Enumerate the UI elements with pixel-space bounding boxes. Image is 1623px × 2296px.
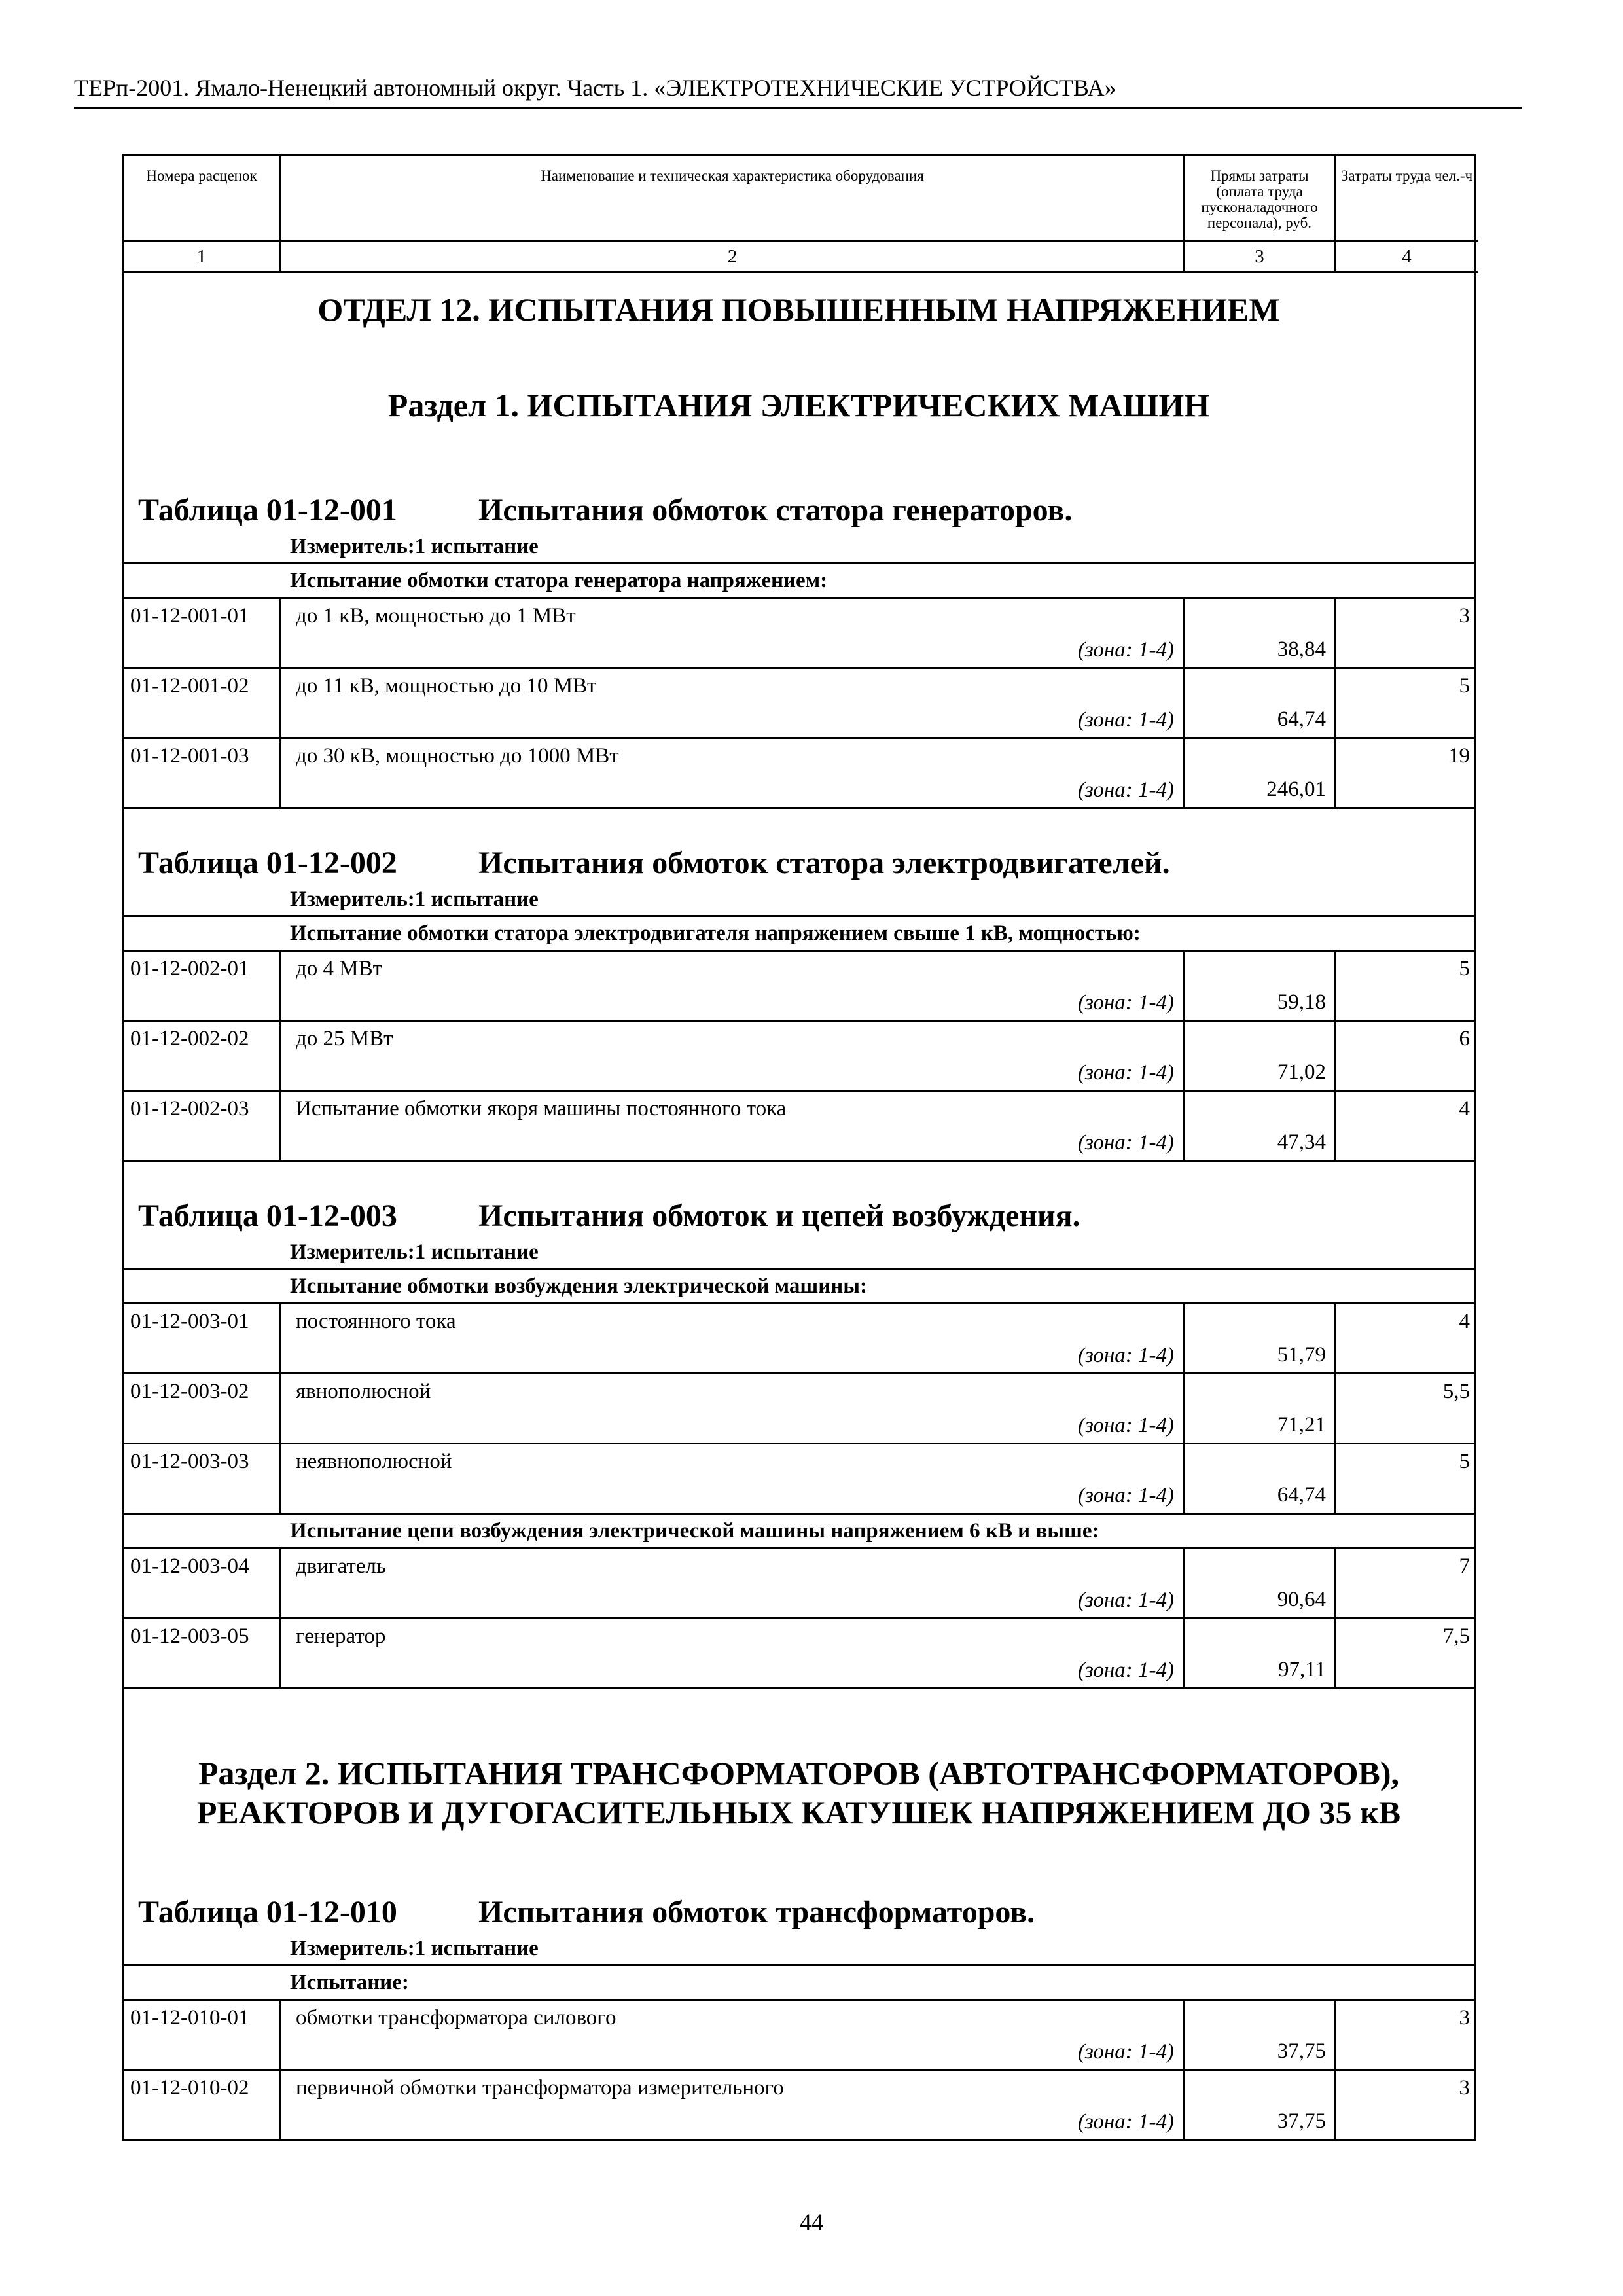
- labor-cell: [1336, 1619, 1478, 1687]
- labor-cell: [1336, 1374, 1478, 1443]
- rate-name: постоянного тока: [296, 1310, 456, 1333]
- zone-label: (зона: 1-4): [1077, 1061, 1174, 1085]
- group-heading: Испытание обмотки статора электродвигателя напряжением свыше 1 кВ, мощностью:: [124, 917, 1474, 952]
- rate-name: до 11 кВ, мощностью до 10 МВт: [296, 674, 597, 698]
- group-heading: Испытание цепи возбуждения электрической машины напряжением 6 кВ и выше:: [124, 1515, 1474, 1549]
- column-number: 1: [124, 242, 281, 273]
- labor-cell: [1336, 1549, 1478, 1617]
- price-cell: [1185, 1549, 1336, 1617]
- rate-name-cell: [281, 2001, 1185, 2069]
- column-number: 2: [281, 242, 1185, 273]
- table-measure: Измеритель:1 испытание: [124, 1236, 1474, 1270]
- rate-name-cell: [281, 669, 1185, 737]
- column-headers: [124, 156, 1474, 242]
- zone-label: (зона: 1-4): [1077, 991, 1174, 1014]
- price-cell: [1185, 669, 1336, 737]
- price-value: 90,64: [1277, 1588, 1326, 1611]
- rate-code: 01-12-001-01: [124, 599, 281, 667]
- table-name: Испытания обмоток и цепей возбуждения.: [478, 1198, 1080, 1233]
- rate-name: двигатель: [296, 1554, 386, 1578]
- zone-label: (зона: 1-4): [1077, 1659, 1174, 1682]
- rate-code: 01-12-002-02: [124, 1022, 281, 1090]
- rates-table: [122, 154, 1476, 2141]
- spacer: [124, 809, 1474, 843]
- table-number: Таблица 01-12-001: [138, 493, 397, 528]
- rate-name-cell: [281, 1619, 1185, 1687]
- column-header-name: Наименование и техническая характеристика оборудования: [281, 156, 1185, 242]
- labor-value: 5: [1459, 674, 1470, 698]
- rate-code: 01-12-003-05: [124, 1619, 281, 1687]
- price-cell: [1185, 1022, 1336, 1090]
- table-row: [124, 1022, 1474, 1092]
- price-value: 59,18: [1277, 990, 1326, 1014]
- price-value: 37,75: [1277, 2109, 1326, 2133]
- price-value: 71,02: [1277, 1060, 1326, 1084]
- table-measure: Измеритель:1 испытание: [124, 531, 1474, 564]
- labor-cell: [1336, 1022, 1478, 1090]
- labor-value: 7: [1459, 1554, 1470, 1578]
- department-title: ОТДЕЛ 12. ИСПЫТАНИЯ ПОВЫШЕННЫМ НАПРЯЖЕНИЕМ: [317, 291, 1280, 328]
- table-measure: Измеритель:1 испытание: [124, 884, 1474, 917]
- rate-code: 01-12-001-02: [124, 669, 281, 737]
- table-name: Испытания обмоток статора генераторов.: [478, 493, 1073, 528]
- column-number: 3: [1185, 242, 1336, 273]
- price-cell: [1185, 739, 1336, 807]
- section-2-line-1: Раздел 2. ИСПЫТАНИЯ ТРАНСФОРМАТОРОВ (АВТОТРАНСФОРМАТОРОВ),: [198, 1755, 1400, 1791]
- price-value: 246,01: [1266, 778, 1326, 801]
- rate-code: 01-12-010-01: [124, 2001, 281, 2069]
- rate-name: до 30 кВ, мощностью до 1000 МВт: [296, 744, 619, 768]
- table-row: [124, 1092, 1474, 1162]
- price-cell: [1185, 1374, 1336, 1443]
- rate-name: неявнополюсной: [296, 1450, 452, 1473]
- labor-value: 3: [1459, 2006, 1470, 2030]
- spacer: [124, 1162, 1474, 1196]
- column-header-codes: Номера расценок: [124, 156, 281, 242]
- zone-label: (зона: 1-4): [1077, 2040, 1174, 2064]
- rate-name: первичной обмотки трансформатора измерительного: [296, 2076, 784, 2100]
- labor-value: 3: [1459, 2076, 1470, 2100]
- table-number: Таблица 01-12-010: [138, 1895, 397, 1929]
- rate-name: Испытание обмотки якоря машины постоянного тока: [296, 1097, 787, 1121]
- rate-code: 01-12-003-01: [124, 1304, 281, 1372]
- table-title: [124, 490, 1474, 531]
- group-heading: Испытание обмотки возбуждения электрической машины:: [124, 1270, 1474, 1304]
- labor-value: 5: [1459, 957, 1470, 980]
- rate-code: 01-12-001-03: [124, 739, 281, 807]
- price-value: 64,74: [1277, 708, 1326, 731]
- column-header-labor: Затраты труда чел.-ч: [1336, 156, 1478, 242]
- price-cell: [1185, 952, 1336, 1020]
- zone-label: (зона: 1-4): [1077, 1344, 1174, 1367]
- table-row: [124, 2001, 1474, 2071]
- rate-name-cell: [281, 1092, 1185, 1160]
- rate-name-cell: [281, 1444, 1185, 1513]
- rate-name-cell: [281, 1304, 1185, 1372]
- group-heading: Испытание обмотки статора генератора напряжением:: [124, 564, 1474, 599]
- labor-cell: [1336, 1304, 1478, 1372]
- labor-value: 5,5: [1442, 1380, 1470, 1403]
- table-row: [124, 1374, 1474, 1444]
- zone-label: (зона: 1-4): [1077, 1414, 1174, 1437]
- labor-cell: [1336, 1444, 1478, 1513]
- labor-cell: [1336, 599, 1478, 667]
- rate-code: 01-12-002-03: [124, 1092, 281, 1160]
- labor-value: 5: [1459, 1450, 1470, 1473]
- rate-name: явнополюсной: [296, 1380, 431, 1403]
- table-row: [124, 1549, 1474, 1619]
- labor-cell: [1336, 2001, 1478, 2069]
- rate-name: обмотки трансформатора силового: [296, 2006, 616, 2030]
- labor-value: 6: [1459, 1027, 1470, 1050]
- price-value: 38,84: [1277, 637, 1326, 661]
- table-name: Испытания обмоток статора электродвигателей.: [478, 846, 1170, 880]
- table-title: [124, 1196, 1474, 1236]
- rate-name: генератор: [296, 1624, 386, 1648]
- labor-cell: [1336, 952, 1478, 1020]
- column-number: 4: [1336, 242, 1478, 273]
- price-cell: [1185, 2001, 1336, 2069]
- price-value: 64,74: [1277, 1483, 1326, 1507]
- rate-name-cell: [281, 739, 1185, 807]
- group-heading: Испытание:: [124, 1966, 1474, 2001]
- column-header-direct-costs: Прямы затраты (оплата труда пусконаладочного персонала), руб.: [1185, 156, 1336, 242]
- price-value: 47,34: [1277, 1130, 1326, 1154]
- rate-name: до 4 МВт: [296, 957, 383, 980]
- table-number: Таблица 01-12-002: [138, 846, 397, 880]
- price-value: 71,21: [1277, 1413, 1326, 1437]
- table-row: [124, 952, 1474, 1022]
- labor-value: 19: [1448, 744, 1470, 768]
- price-cell: [1185, 1092, 1336, 1160]
- rate-code: 01-12-003-04: [124, 1549, 281, 1617]
- rate-name-cell: [281, 952, 1185, 1020]
- table-title: [124, 843, 1474, 884]
- rate-code: 01-12-002-01: [124, 952, 281, 1020]
- price-cell: [1185, 1444, 1336, 1513]
- price-cell: [1185, 1304, 1336, 1372]
- labor-cell: [1336, 1092, 1478, 1160]
- rate-name-cell: [281, 2071, 1185, 2139]
- section-2-line-2: РЕАКТОРОВ И ДУГОГАСИТЕЛЬНЫХ КАТУШЕК НАПРЯЖЕНИЕМ ДО 35 кВ: [196, 1794, 1401, 1831]
- price-cell: [1185, 599, 1336, 667]
- labor-cell: [1336, 739, 1478, 807]
- rate-name-cell: [281, 1022, 1185, 1090]
- price-value: 51,79: [1277, 1343, 1326, 1367]
- table-measure: Измеритель:1 испытание: [124, 1933, 1474, 1966]
- zone-label: (зона: 1-4): [1077, 2110, 1174, 2134]
- table-row: [124, 1444, 1474, 1515]
- labor-cell: [1336, 2071, 1478, 2139]
- rate-name-cell: [281, 1549, 1185, 1617]
- labor-value: 7,5: [1442, 1624, 1470, 1648]
- rate-code: 01-12-003-03: [124, 1444, 281, 1513]
- table-row: [124, 669, 1474, 739]
- price-cell: [1185, 1619, 1336, 1687]
- zone-label: (зона: 1-4): [1077, 1131, 1174, 1155]
- rate-name: до 25 МВт: [296, 1027, 393, 1050]
- column-numbers: [124, 242, 1474, 273]
- labor-cell: [1336, 669, 1478, 737]
- zone-label: (зона: 1-4): [1077, 1484, 1174, 1507]
- page-number: 44: [800, 2209, 823, 2235]
- zone-label: (зона: 1-4): [1077, 638, 1174, 662]
- table-row: [124, 1304, 1474, 1374]
- table-row: [124, 2071, 1474, 2139]
- rate-name-cell: [281, 1374, 1185, 1443]
- table-row: [124, 739, 1474, 809]
- rate-code: 01-12-010-02: [124, 2071, 281, 2139]
- table-number: Таблица 01-12-003: [138, 1198, 397, 1233]
- table-row: [124, 599, 1474, 669]
- section-2-title: [124, 1689, 1474, 1892]
- rate-code: 01-12-003-02: [124, 1374, 281, 1443]
- labor-value: 4: [1459, 1310, 1470, 1333]
- table-title: [124, 1892, 1474, 1933]
- running-header: ТЕРп-2001. Ямало-Ненецкий автономный округ. Часть 1. «ЭЛЕКТРОТЕХНИЧЕСКИЕ УСТРОЙСТВА»: [74, 73, 1522, 109]
- labor-value: 3: [1459, 604, 1470, 628]
- zone-label: (зона: 1-4): [1077, 708, 1174, 732]
- price-value: 37,75: [1277, 2039, 1326, 2063]
- price-cell: [1185, 2071, 1336, 2139]
- zone-label: (зона: 1-4): [1077, 1588, 1174, 1612]
- table-row: [124, 1619, 1474, 1689]
- zone-label: (зона: 1-4): [1077, 778, 1174, 802]
- rate-name-cell: [281, 599, 1185, 667]
- rate-name: до 1 кВ, мощностью до 1 МВт: [296, 604, 576, 628]
- price-value: 97,11: [1277, 1658, 1326, 1681]
- table-name: Испытания обмоток трансформаторов.: [478, 1895, 1035, 1929]
- labor-value: 4: [1459, 1097, 1470, 1121]
- section-1-title: Раздел 1. ИСПЫТАНИЯ ЭЛЕКТРИЧЕСКИХ МАШИН: [387, 387, 1210, 423]
